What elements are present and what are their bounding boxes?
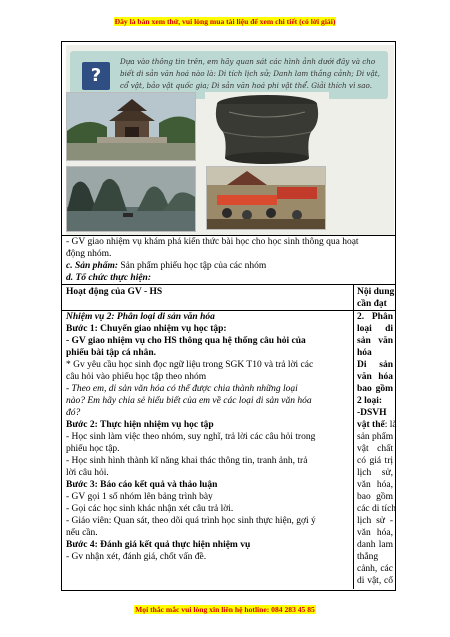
col2-line: cảnh, các — [357, 564, 393, 574]
step2-title: Bước 2: Thực hiện nhiệm vụ học tập — [66, 420, 214, 430]
temple-image — [66, 92, 196, 161]
col2-line: có giá trị — [357, 456, 393, 466]
col2-line: Di sản — [357, 360, 393, 370]
org-label: d. Tổ chức thực hiện: — [66, 273, 152, 283]
step4-title: Bước 4: Đánh giá kết quả thực hiện nhiệm vụ — [66, 540, 251, 550]
col2-line: các di tích — [357, 504, 397, 514]
col2-line: sản văn — [357, 336, 393, 346]
col2-line: sản phẩm — [357, 432, 394, 442]
col2-line: văn hóa, — [357, 528, 393, 538]
step2-line: - Học sinh hình thành kĩ năng khai thác thông tin, tranh ảnh, trả — [66, 456, 308, 466]
step3-line: - Gọi các học sinh khác nhận xét câu trả lời. — [66, 504, 234, 514]
step1-question: đó? — [66, 408, 81, 418]
step1-title: Bước 1: Chuyển giao nhiệm vụ học tập: — [66, 324, 227, 334]
step3-line: - Giáo viên: Quan sát, theo dõi quá trình học sinh thực hiện, gợi ý — [66, 516, 316, 526]
intro-line: động nhóm. — [66, 249, 112, 259]
festival-image — [206, 166, 326, 230]
col2-label-suffix: : là — [384, 420, 397, 430]
step3-title: Bước 3: Báo cáo kết quả và thảo luận — [66, 480, 218, 490]
col2-line: bao gồm — [357, 492, 393, 502]
col2-line: bao gồm — [357, 384, 393, 394]
top-banner-text: Đây là bản xem thử, vui lòng mua tài liệu để xem chi tiết (có lời giải) — [114, 17, 336, 26]
product-label: c. Sản phẩm: — [66, 261, 118, 271]
question-mark-icon: ? — [82, 62, 110, 90]
task-title: Nhiệm vụ 2: Phân loại di sản văn hóa — [66, 312, 215, 322]
table-top-border — [61, 284, 395, 285]
col2-header: cần đạt — [357, 299, 387, 309]
col2-line: thắng — [357, 552, 379, 562]
step1-question: nào? Em hãy chia sẻ hiểu biết của em về các loại di sản văn hóa — [66, 396, 312, 406]
product-line — [66, 260, 266, 272]
col1-header: Hoạt động của GV - HS — [66, 287, 163, 297]
col2-label: vật thể — [357, 420, 385, 430]
step3-line: - GV gọi 1 số nhóm lên bảng trình bày — [66, 492, 213, 502]
question-line: Dựa vào thông tin trên, em hãy quan sát các hình ảnh dưới đây và cho — [120, 57, 376, 66]
col2-line: hóa — [357, 348, 372, 358]
col2-line: di vật, cổ — [357, 576, 393, 586]
step2-line: lời câu hỏi. — [66, 468, 109, 478]
step1-line: * Gv yêu cầu học sinh đọc ngữ liệu trong SGK T10 và trả lời các — [66, 360, 314, 370]
col2-line: loại di — [357, 324, 393, 334]
col2-line: 2 loại: — [357, 396, 383, 406]
col2-line — [357, 419, 397, 431]
bronze-drum-image — [205, 92, 329, 167]
hotline-text: Mọi thắc mắc vui lòng xin liên hệ hotline: 084 283 45 85 — [135, 605, 315, 614]
col2-line: 2. Phân — [357, 312, 393, 322]
step4-line: - Gv nhận xét, đánh giá, chốt vấn đề. — [66, 552, 207, 562]
step1-bold-line: - GV giao nhiệm vụ cho HS thông qua hệ thống câu hỏi của — [66, 336, 306, 346]
step1-bold-line: phiếu bài tập cá nhân. — [66, 348, 157, 358]
col2-header: Nội dung — [357, 287, 395, 297]
col2-line: -DSVH — [357, 408, 387, 418]
col2-line: danh lam — [357, 540, 393, 550]
col2-line: vật chất — [357, 444, 393, 454]
product-text: Sản phẩm phiếu học tập của các nhóm — [118, 261, 267, 271]
question-text — [120, 56, 385, 92]
bottom-banner — [0, 599, 450, 617]
col2-line: văn hóa — [357, 372, 393, 382]
step2-line: - Học sinh làm việc theo nhóm, suy nghĩ, trả lời các câu hỏi trong — [66, 432, 316, 442]
table-column-divider — [353, 284, 354, 589]
question-line: cổ vật, bảo vật quốc gia; Di sản văn hoá phi vật thể. Giải thích vì sao. — [120, 81, 372, 90]
step2-line: phiếu học tập. — [66, 444, 120, 454]
step1-line: câu hỏi vào phiếu học tập theo nhóm — [66, 372, 207, 382]
top-banner — [0, 11, 450, 29]
question-line: biết di sản văn hoá nào là: Di tích lịch sử; Danh lam thắng cảnh; Di vật, — [120, 69, 380, 78]
ha-long-bay-image — [66, 166, 196, 232]
col2-line: văn hóa, — [357, 480, 393, 490]
col2-line: lịch sử - — [357, 516, 393, 526]
step1-question: - Theo em, di sản văn hóa có thể được chia thành những loại — [66, 384, 298, 394]
intro-line: - GV giao nhiệm vụ khám phá kiến thức bài học cho học sinh thông qua hoạt — [66, 237, 359, 247]
col2-line: lịch sử, — [357, 468, 393, 478]
step3-line: nếu cần. — [66, 528, 98, 538]
